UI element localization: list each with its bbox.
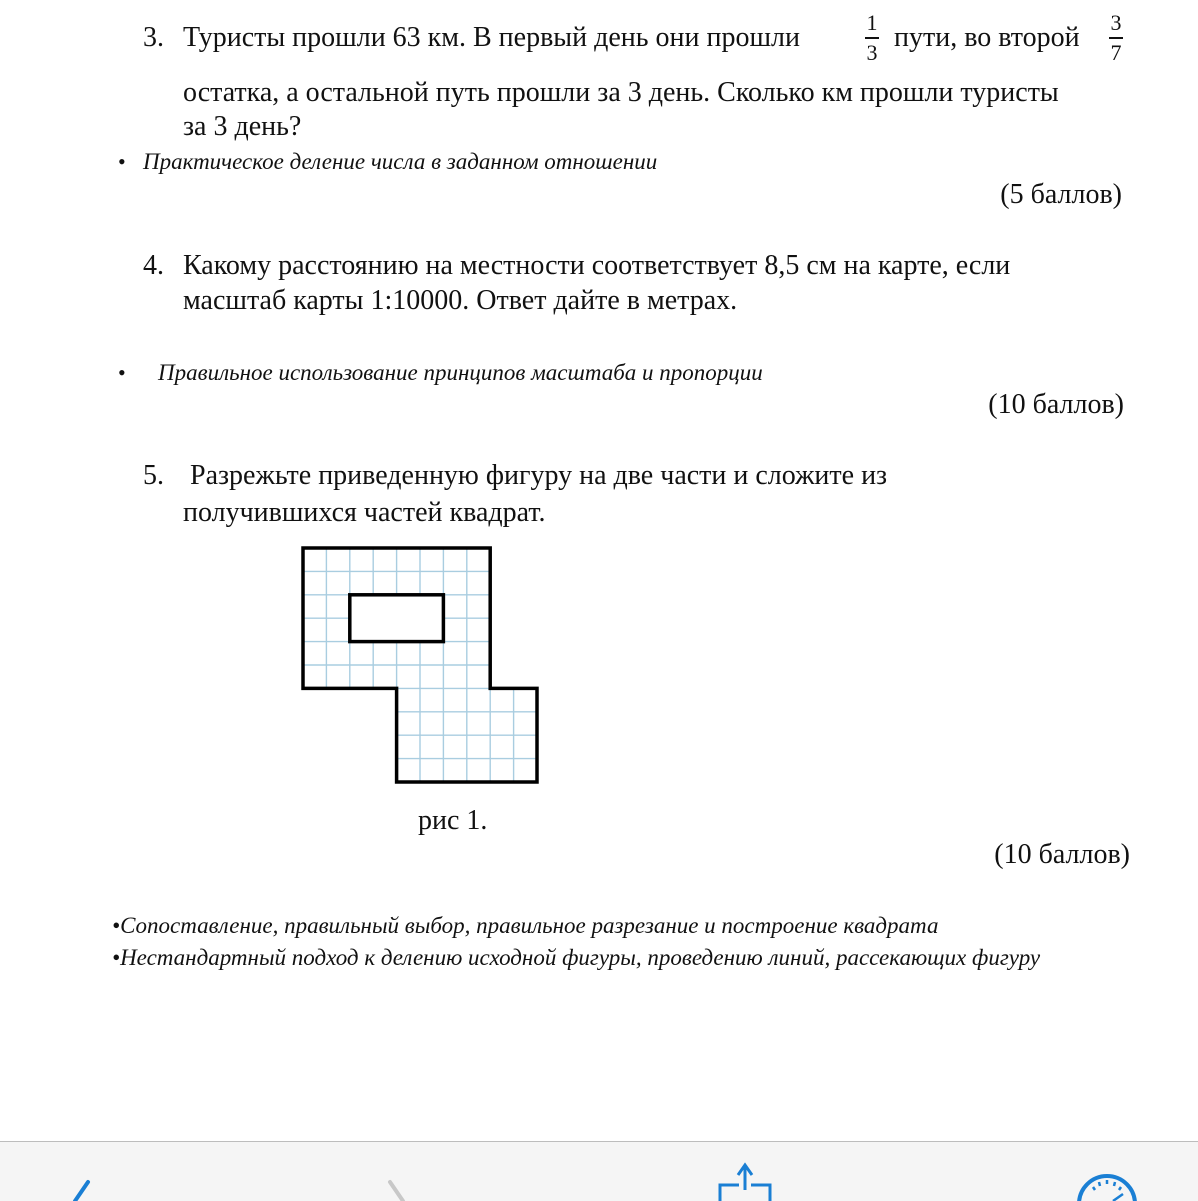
criterion-text: Нестандартный подход к делению исходной фигуры, проведению линий, рассекающих фигуру xyxy=(120,945,1041,970)
task5-line1: Разрежьте приведенную фигуру на две части и сложите из xyxy=(190,460,888,491)
bullet: • xyxy=(112,945,121,970)
safari-compass-icon[interactable] xyxy=(1075,1142,1145,1201)
numerator: 1 xyxy=(866,10,878,35)
numerator: 3 xyxy=(1110,10,1122,35)
grid-lines xyxy=(303,548,537,782)
figure-caption: рис 1. xyxy=(418,805,488,836)
task3-line1: Туристы прошли 63 км. В первый день они прошли xyxy=(183,22,800,53)
denominator: 7 xyxy=(1110,39,1122,65)
bullet: • xyxy=(112,913,121,938)
task5-line2: получившихся частей квадрат. xyxy=(183,497,546,528)
task3-criterion: Практическое деление числа в заданном отношении xyxy=(143,149,658,174)
task5-criterion-2 xyxy=(112,943,1130,973)
back-icon[interactable] xyxy=(55,1142,105,1201)
task3-points: (5 баллов) xyxy=(1000,179,1122,210)
task4-number: 4. xyxy=(143,250,164,281)
criterion-text: Сопоставление, правильный выбор, правильное разрезание и построение квадрата xyxy=(120,913,939,938)
task3-number: 3. xyxy=(143,22,164,53)
task5-criterion-1 xyxy=(112,911,1130,941)
task3-line1-cont: пути, во второй xyxy=(894,22,1080,53)
grid-figure xyxy=(290,535,550,795)
task5-number: 5. xyxy=(143,460,164,491)
denominator: 3 xyxy=(866,39,878,65)
task4-line1: Какому расстоянию на местности соответствует 8,5 см на карте, если xyxy=(183,250,1011,281)
fraction-one-third xyxy=(862,12,882,64)
bullet: • xyxy=(118,149,126,174)
task5-points: (10 баллов) xyxy=(994,839,1130,870)
hole-fill xyxy=(350,595,444,642)
bullet: • xyxy=(118,360,126,385)
fraction-three-sevenths xyxy=(1106,12,1126,64)
share-icon[interactable] xyxy=(715,1142,775,1201)
task4-criterion: Правильное использование принципов масштаба и пропорции xyxy=(158,360,763,385)
task4-points: (10 баллов) xyxy=(988,389,1124,420)
task4-line2: масштаб карты 1:10000. Ответ дайте в метрах. xyxy=(183,285,738,316)
task3-line3: за 3 день? xyxy=(183,111,302,142)
forward-icon[interactable] xyxy=(380,1142,430,1201)
task3-line2: остатка, а остальной путь прошли за 3 день. Сколько км прошли туристы xyxy=(183,77,1059,108)
browser-toolbar xyxy=(0,1141,1198,1201)
